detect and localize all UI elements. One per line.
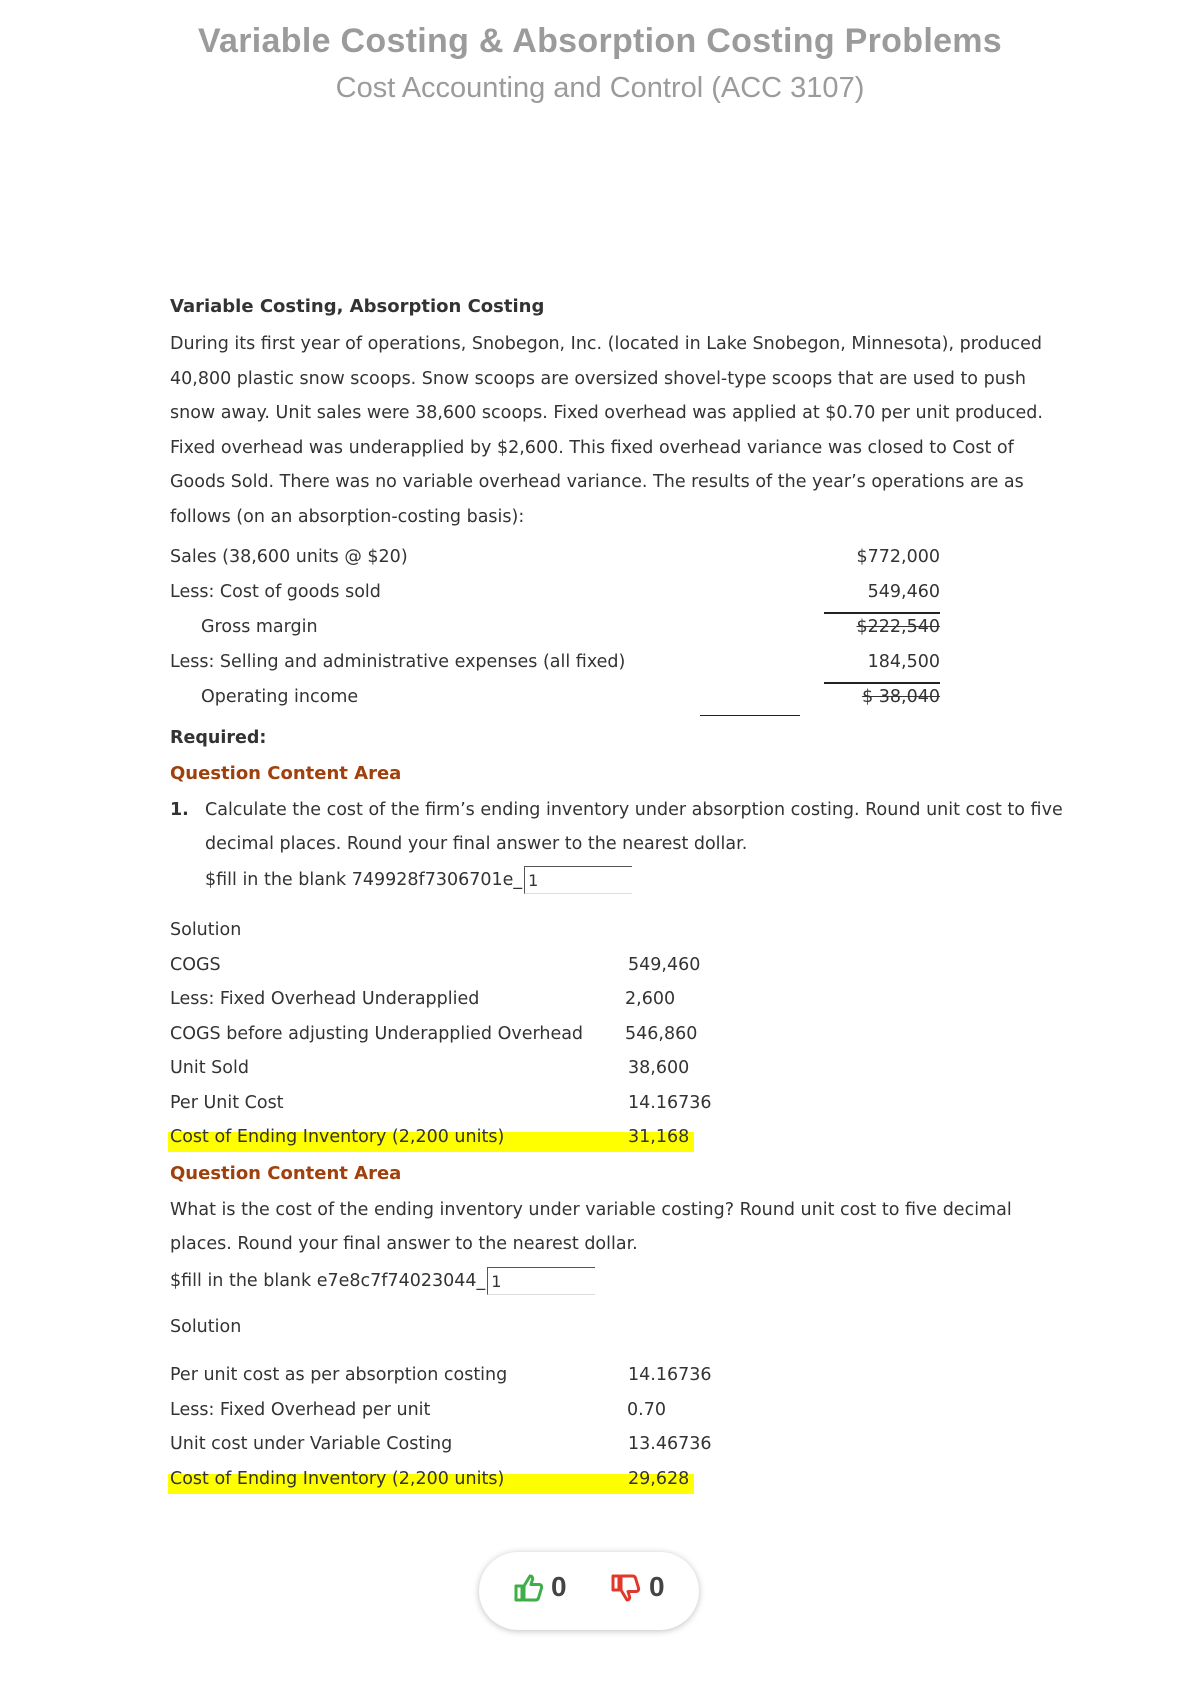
thumbs-up-icon[interactable] [512,1572,544,1608]
question-1 [170,793,1070,899]
answer-input[interactable]: 1 [487,1267,595,1295]
statement-amount: 184,500 [867,652,940,672]
statement-amount: $772,000 [856,547,940,567]
solution-row-value: 13.46736 [628,1434,712,1454]
solution-row-label: Less: Fixed Overhead Underapplied [170,989,480,1009]
solution-row-label: Unit Sold [170,1058,249,1078]
income-statement [170,540,940,715]
document-subtitle: Cost Accounting and Control (ACC 3107) [335,72,865,104]
solution-row-value: 546,860 [625,1023,698,1044]
solution-row-label: Unit cost under Variable Costing [170,1434,453,1454]
solution-row [170,948,1070,983]
required-label: Required: [170,728,267,748]
statement-row [170,540,940,575]
answer-input[interactable]: 1 [524,866,632,894]
statement-label: Gross margin [201,617,318,637]
solution-row-highlighted [170,1462,1070,1497]
solution-row-label: Per unit cost as per absorption costing [170,1365,508,1385]
solution-row-value: 14.16736 [628,1092,712,1113]
solution-row [170,982,1070,1017]
solution-row-label: Less: Fixed Overhead per unit [170,1399,431,1420]
solution-row-value: 31,168 [628,1127,690,1147]
statement-label: Less: Cost of goods sold [170,582,381,602]
answer-line [205,861,1070,899]
statement-row [170,645,940,680]
blank-prefix: $fill in the blank 749928f7306701e_ [205,870,523,890]
statement-label: Less: Selling and administrative expenses (all fixed) [170,652,626,672]
solution-row-value: 29,628 [628,1468,690,1489]
solution-row-label: Per Unit Cost [170,1092,284,1113]
solution-row-label: COGS before adjusting Underapplied Overhead [170,1023,584,1044]
solution-text: Solution [170,1316,242,1337]
answer-line [170,1262,1070,1300]
statement-label: Sales (38,600 units @ $20) [170,547,408,567]
solution-row [170,1086,1070,1121]
statement-row [170,610,940,645]
question-number: 1. [170,800,189,820]
statement-amount: 549,460 [867,582,940,602]
downvote-count: 0 [649,1571,665,1602]
question-text: Calculate the cost of the firm’s ending inventory under absorption costing. Round unit cost to five decimal places. Round your final answer to the nearest dollar. [205,800,1063,854]
solution-row-label: Cost of Ending Inventory (2,200 units) [170,1468,505,1489]
document-title: Variable Costing & Absorption Costing Problems [197,22,1003,60]
document-body [170,296,1070,1496]
solution-row [170,1393,1070,1428]
statement-row [170,575,940,610]
question-area-label: Question Content Area [170,763,402,784]
vote-widget [479,1552,699,1630]
thumbs-down-icon[interactable] [609,1572,641,1608]
solution-row-label: COGS [170,954,221,975]
question-2-text: What is the cost of the ending inventory under variable costing? Round unit cost to five decimal places. Round your final answer to the nearest dollar. [170,1199,1012,1254]
upvote-count: 0 [551,1571,567,1602]
total-rule [700,715,800,716]
solution-row [170,1358,1070,1393]
solution-label [170,913,1070,948]
statement-row [170,680,940,715]
solution-row-value: 2,600 [625,989,676,1009]
solution-text: Solution [170,920,242,940]
solution-row-value: 549,460 [628,954,701,975]
solution-row-value: 14.16736 [628,1365,712,1385]
solution-row [170,1427,1070,1462]
solution-row [170,1051,1070,1086]
solution-row [170,1017,1070,1052]
solution-row-highlighted [170,1120,1070,1155]
solution-label [170,1310,1070,1345]
blank-prefix: $fill in the blank e7e8c7f74023044_ [170,1270,486,1291]
statement-amount: $222,540 [856,617,940,637]
question-area-label: Question Content Area [170,1162,402,1184]
statement-amount: $ 38,040 [862,687,940,707]
statement-label: Operating income [201,687,359,707]
problem-heading: Variable Costing, Absorption Costing [170,296,545,317]
solution-row-label: Cost of Ending Inventory (2,200 units) [170,1127,505,1147]
solution-row-value: 38,600 [628,1058,690,1078]
solution-row-value: 0.70 [627,1399,666,1420]
problem-intro: During its first year of operations, Snobegon, Inc. (located in Lake Snobegon, Minnesota), produced 40,800 plastic snow scoops. Snow scoops are oversized shovel-type scoops that are used to push snow away. Unit sales were 38,600 scoops. Fixed overhead was applied at $0.70 per unit produced. Fixed overhead was underapplied by $2,600. This fixed overhead variance was closed to Cost of Goods Sold. There was no variable overhead variance. The results of the year’s operations are as follows (on an absorption-costing basis): [170,334,1043,527]
